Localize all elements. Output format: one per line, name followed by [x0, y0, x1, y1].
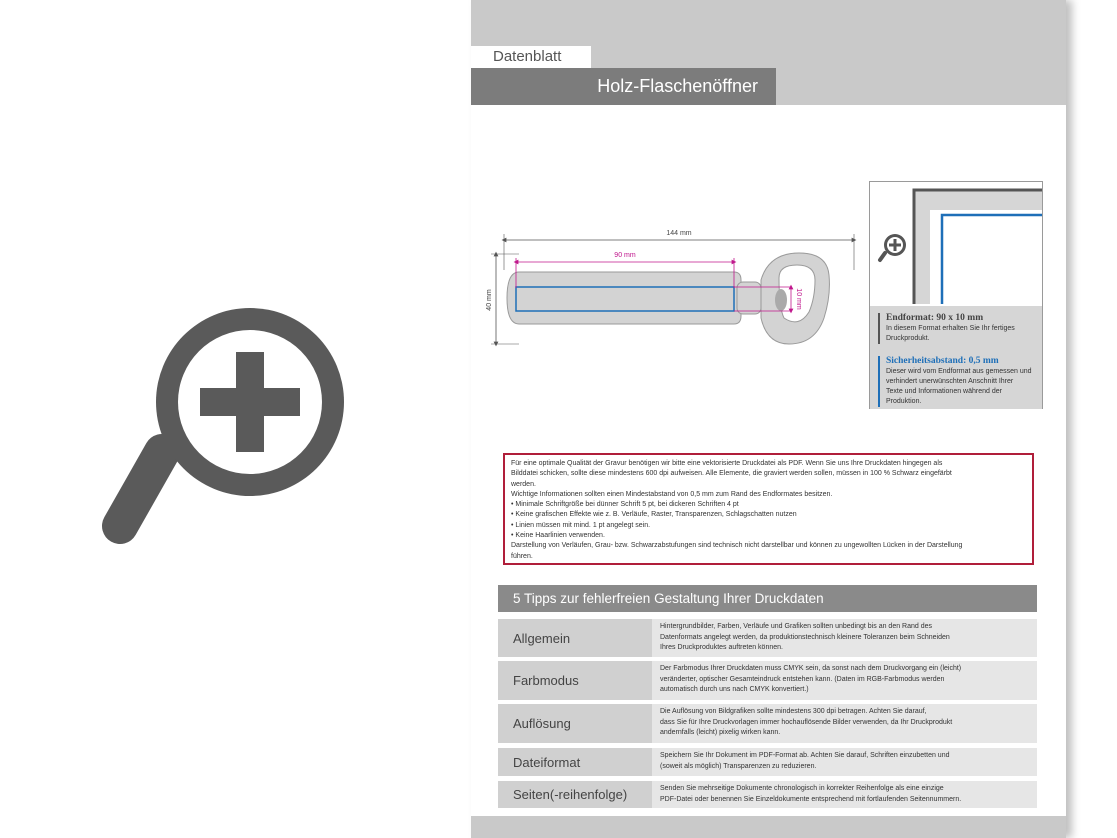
tip-line: automatisch durch uns nach CMYK konvertiert.): [660, 686, 809, 693]
tip-row-seitenreihenfolge: [498, 781, 1037, 808]
tip-label: Dateiformat: [498, 748, 647, 776]
tip-line: Die Auflösung von Bildgrafiken sollte mindestens 300 dpi betragen. Achten Sie darauf,: [660, 708, 927, 715]
endformat-line: In diesem Format erhalten Sie Ihr fertiges: [886, 325, 1015, 332]
tip-line: Datenformats angelegt werden, da produktionstechnisch kleinere Toleranzen beim Schneiden: [660, 633, 950, 641]
print-width-label: 90 mm: [614, 252, 636, 259]
tip-label: Allgemein: [498, 619, 647, 657]
magnifier-plus-icon[interactable]: [876, 230, 910, 264]
zoom-in-button[interactable]: [100, 290, 370, 560]
tip-label: Seiten(-reihenfolge): [498, 781, 647, 808]
total-height-label: 40 mm: [486, 289, 493, 311]
safety-margin-line: Dieser wird vom Endformat aus gemessen und: [886, 368, 1032, 375]
tip-line: dass Sie für Ihre Druckvorlagen immer hochauflösende Bilder verwenden, da Ihr Druckprodukt: [660, 718, 953, 726]
tip-row-farbmodus: [498, 661, 1037, 700]
notes-line: • Keine Haarlinien verwenden.: [511, 532, 605, 540]
notes-line: Darstellung von Verläufen, Grau- bzw. Schwarzabstufungen sind technisch nicht darstellbar und können zu ungewollten Lücken in der Darstellung: [511, 542, 963, 550]
tip-line: Der Farbmodus Ihrer Druckdaten muss CMYK sein, da sonst nach dem Druckvorgang ein (leicht): [660, 665, 962, 672]
datasheet-page: [471, 0, 1066, 838]
tip-row-dateiformat: [498, 748, 1037, 776]
tips-header: 5 Tipps zur fehlerfreien Gestaltung Ihrer Druckdaten: [498, 585, 1037, 612]
tip-line: Ihres Druckproduktes auftreten können.: [660, 644, 783, 651]
document-type-label: Datenblatt: [471, 46, 591, 68]
tip-text: [652, 781, 1037, 808]
endformat-entry: [878, 313, 1038, 344]
product-title: Holz-Flaschenöffner: [471, 68, 776, 105]
tip-line: Hintergrundbilder, Farben, Verläufe und Grafiken sollten unbedingt bis an den Rand des: [660, 623, 933, 630]
magnifier-plus-icon: [100, 290, 370, 560]
tip-row-allgemein: [498, 619, 1037, 657]
tip-text: [652, 661, 1037, 700]
tip-line: PDF-Datei oder benennen Sie Einzeldokumente entsprechend mit fortlaufenden Seitennummern.: [660, 795, 962, 803]
safety-margin-entry: [878, 356, 1038, 407]
notes-line: führen.: [511, 552, 533, 560]
notes-line: • Minimale Schriftgröße bei dünner Schrift 5 pt, bei dickeren Schriften 4 pt: [511, 501, 739, 509]
print-height-label: 10 mm: [795, 288, 802, 310]
opener-body: [507, 253, 829, 344]
tip-line: Speichern Sie Ihr Dokument im PDF-Format ab. Achten Sie darauf, Schriften einzubetten und: [660, 752, 950, 759]
tip-line: (soweit als möglich) Transparenzen zu reduzieren.: [660, 762, 817, 770]
notes-line: werden.: [511, 480, 536, 488]
notes-line: • Keine grafischen Effekte wie z. B. Verläufe, Raster, Transparenzen, Schlagschatten nutzen: [511, 511, 797, 519]
safety-margin-line: verhindert unerwünschten Anschnitt Ihrer: [886, 378, 1014, 385]
notes-line: • Linien müssen mit mind. 1 pt angelegt sein.: [511, 521, 651, 529]
notes-line: Für eine optimale Qualität der Gravur benötigen wir bitte eine vektorisierte Druckdatei als PDF. Wenn Sie uns Ihre Druckdaten hingegen als: [511, 460, 943, 467]
notes-line: Wichtige Informationen sollten einen Mindestabstand von 0,5 mm zum Rand des Endformates besitzen.: [511, 490, 833, 498]
footer-band: [471, 816, 1066, 838]
tip-label: Farbmodus: [498, 661, 647, 700]
tip-label: Auflösung: [498, 704, 647, 743]
endformat-line: Druckprodukt.: [886, 335, 930, 342]
detail-box: [869, 181, 1043, 409]
notes-line: Bilddatei schicken, sollte diese mindestens 600 dpi aufweisen. Alle Elemente, die graviert werden sollen, müssen in 100 % Schwarz eingefärbt: [511, 470, 952, 478]
tip-text: [652, 619, 1037, 657]
safety-margin-line: Produktion.: [886, 398, 922, 405]
tip-line: Senden Sie mehrseitige Dokumente chronologisch in korrekter Reihenfolge als eine einzige: [660, 785, 944, 792]
total-width-label: 144 mm: [666, 230, 692, 237]
safety-margin-title: Sicherheitsabstand: 0,5 mm: [886, 356, 999, 366]
tip-line: veränderter, optischer Gesamteindruck entstehen kann. (Daten im RGB-Farbmodus werden: [660, 675, 945, 683]
tip-line: andernfalls (leicht) pixelig wirken kann.: [660, 729, 781, 736]
tip-text: [652, 748, 1037, 776]
product-drawing: [479, 220, 869, 355]
tip-text: [652, 704, 1037, 743]
tip-row-aufloesung: [498, 704, 1037, 743]
engraving-notes: [503, 453, 1034, 565]
endformat-title: Endformat: 90 x 10 mm: [886, 313, 984, 323]
safety-margin-line: Texte und Informationen während der: [886, 388, 1002, 395]
